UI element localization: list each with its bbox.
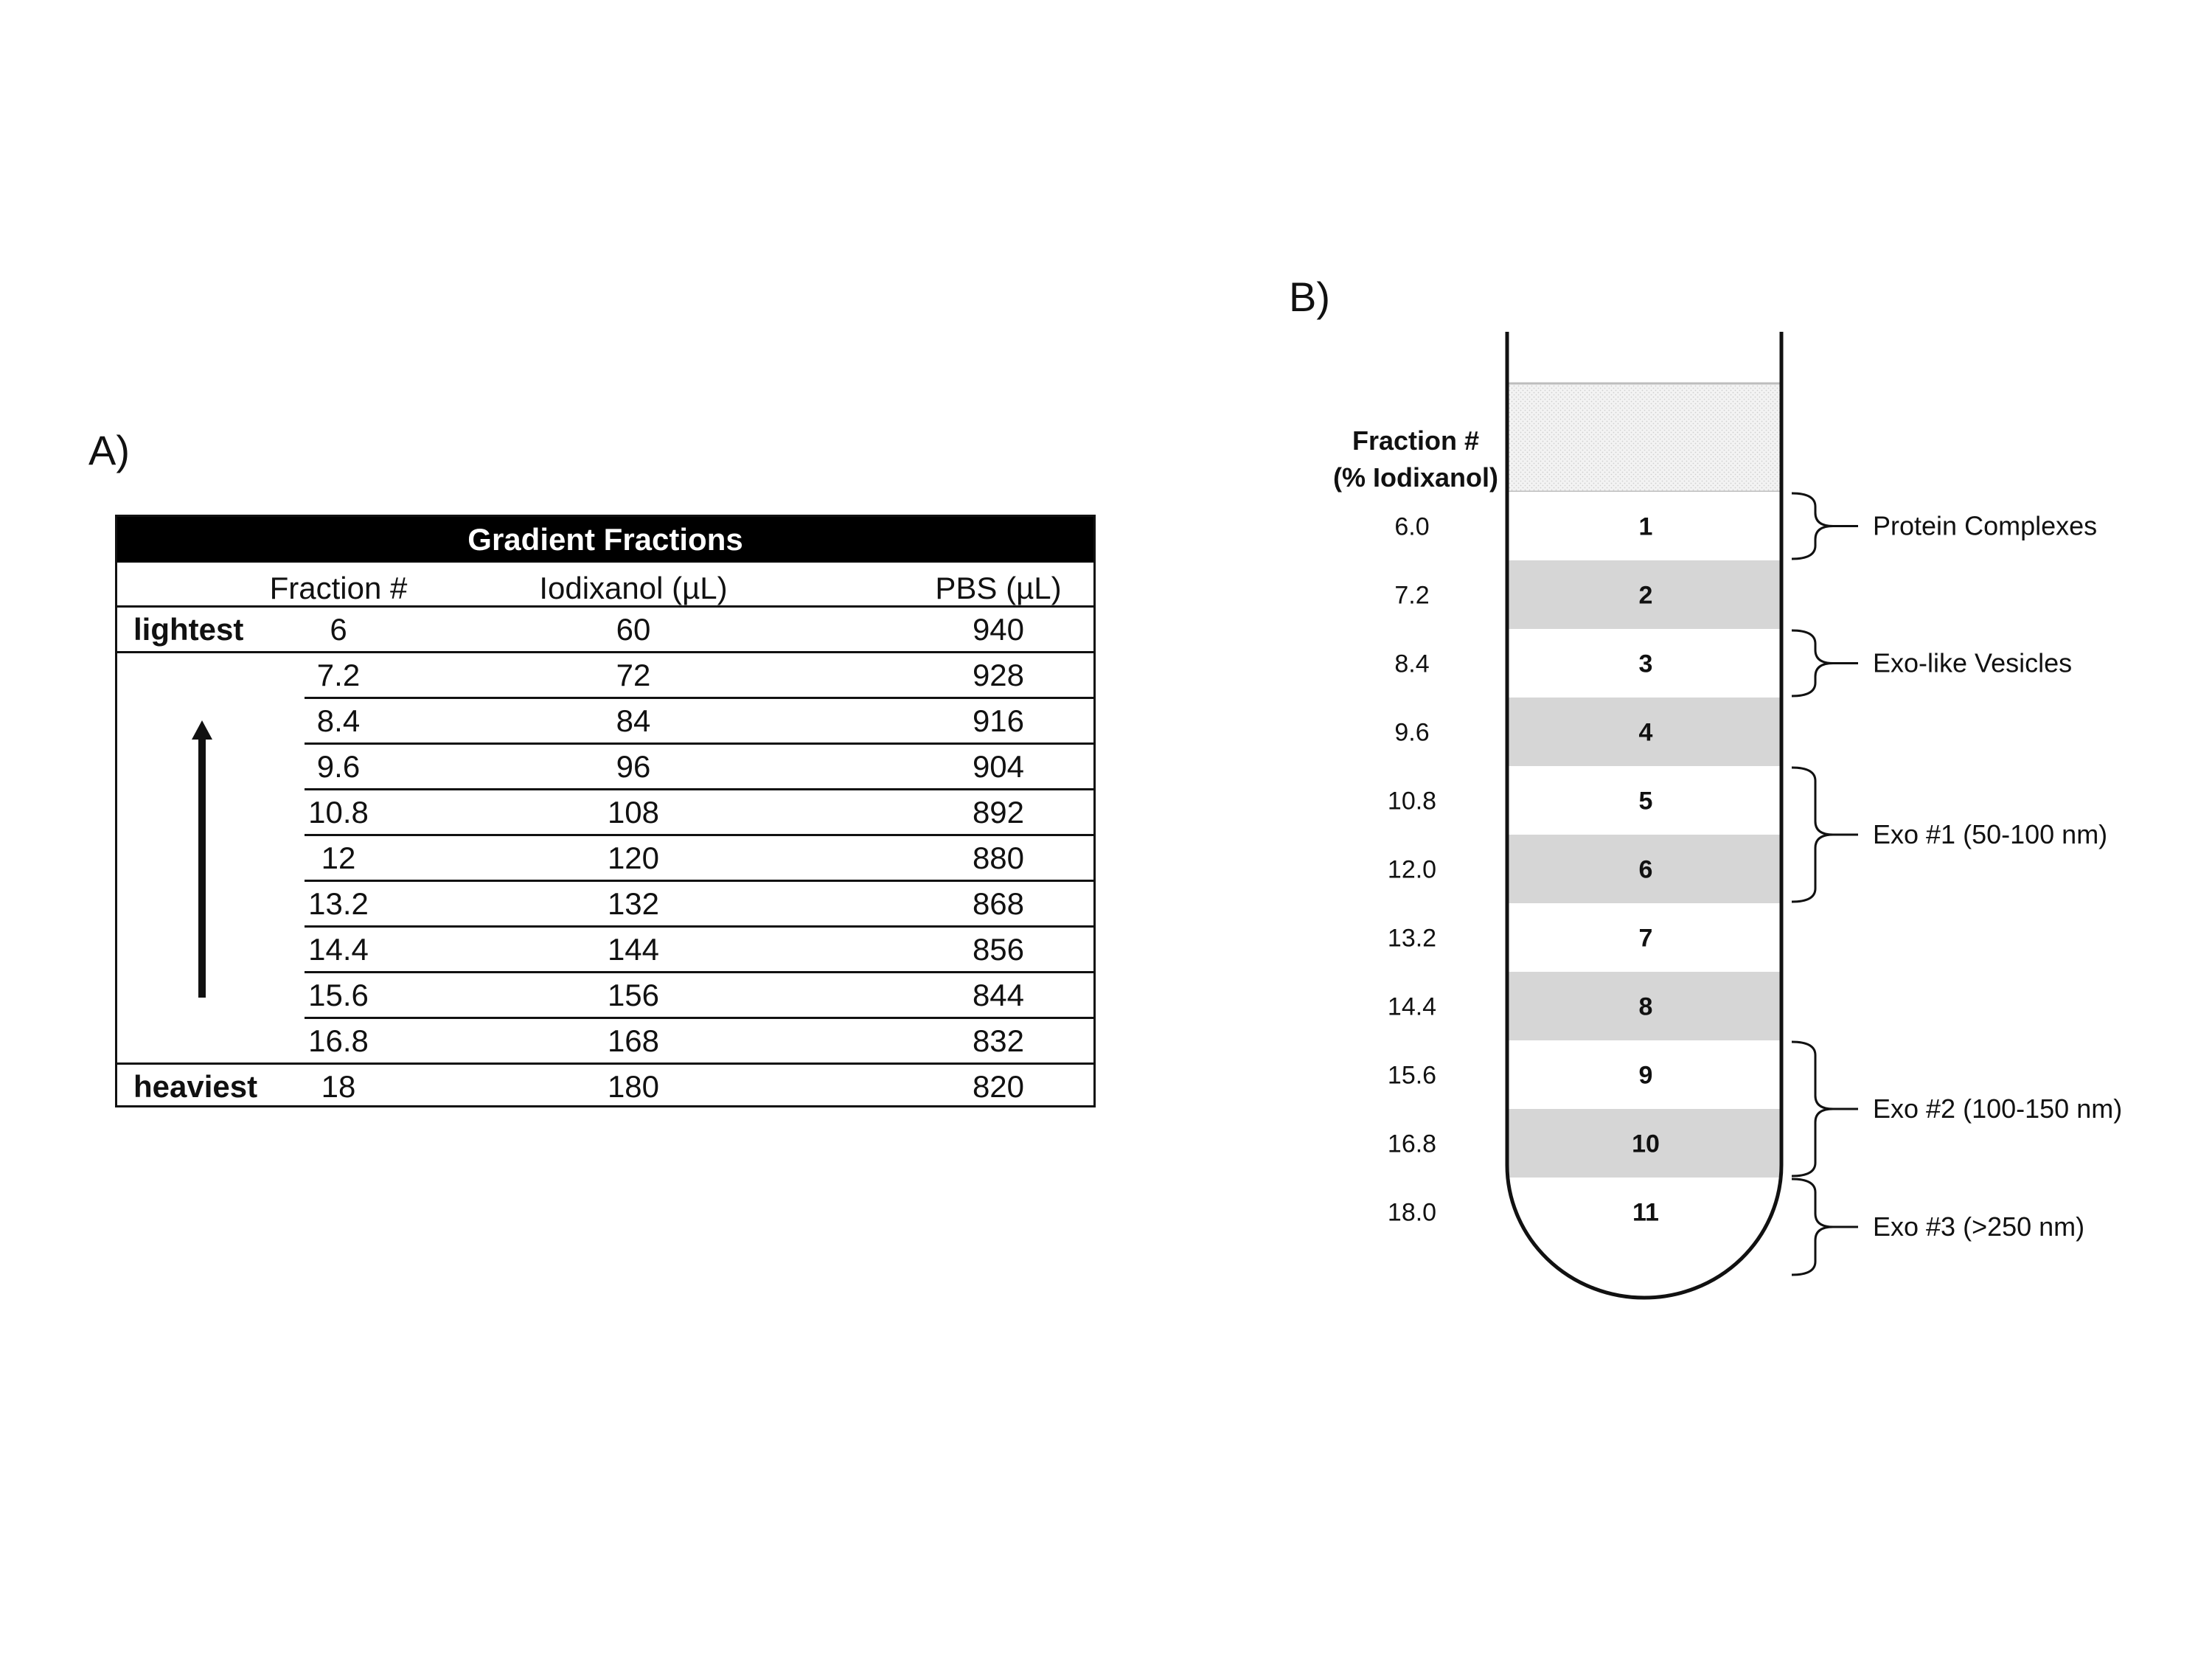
- table-cell-fraction: 13.2: [308, 886, 369, 921]
- table-cell-iodixanol: 132: [607, 886, 660, 921]
- group-label: Protein Complexes: [1873, 510, 2098, 541]
- table-cell-pbs: 904: [972, 749, 1025, 784]
- group-label: Exo #2 (100-150 nm): [1873, 1093, 2123, 1124]
- table-cell-iodixanol: 84: [616, 703, 651, 738]
- table-cell-iodixanol: 156: [607, 978, 660, 1012]
- table-cell-iodixanol: 180: [607, 1069, 660, 1104]
- fraction-header-line1: Fraction #: [1352, 425, 1480, 456]
- table-cell-fraction: 15.6: [308, 978, 369, 1012]
- table-cell-pbs: 844: [972, 978, 1025, 1012]
- fraction-header-line2: (% Iodixanol): [1333, 462, 1498, 493]
- table-cell-fraction: 6: [330, 612, 347, 647]
- column-header-pbs: PBS (µL): [935, 571, 1062, 605]
- column-header-iodixanol: Iodixanol (µL): [539, 571, 728, 605]
- table-cell-fraction: 8.4: [316, 703, 361, 738]
- table-cell-fraction: 18: [321, 1069, 356, 1104]
- table-cell-iodixanol: 168: [607, 1023, 660, 1058]
- band-number: 11: [1632, 1198, 1659, 1227]
- band-number: 7: [1638, 924, 1653, 953]
- table-cell-iodixanol: 108: [607, 795, 660, 830]
- table-cell-pbs: 832: [972, 1023, 1025, 1058]
- table-cell-pbs: 868: [972, 886, 1025, 921]
- band-percent: 13.2: [1387, 924, 1437, 953]
- band-number: 5: [1638, 787, 1653, 815]
- table-cell-fraction: 10.8: [308, 795, 369, 830]
- row-label-lightest: lightest: [133, 612, 244, 647]
- group-bracket: [1792, 1179, 1833, 1275]
- table-cell-iodixanol: 72: [616, 658, 651, 692]
- column-header-fraction: Fraction #: [269, 571, 408, 605]
- table-cell-pbs: 856: [972, 932, 1025, 967]
- table-cell-fraction: 9.6: [316, 749, 361, 784]
- panel-b-label: B): [1289, 274, 1330, 320]
- table-cell-pbs: 880: [972, 841, 1025, 875]
- band-percent: 9.6: [1394, 718, 1430, 747]
- group-bracket: [1792, 1042, 1833, 1176]
- table-cell-fraction: 14.4: [308, 932, 369, 967]
- band-number: 8: [1638, 992, 1653, 1021]
- band-percent: 15.6: [1387, 1061, 1437, 1090]
- table-cell-fraction: 12: [321, 841, 356, 875]
- group-label: Exo-like Vesicles: [1873, 647, 2073, 678]
- table-cell-pbs: 892: [972, 795, 1025, 830]
- table-cell-pbs: 916: [972, 703, 1025, 738]
- table-cell-pbs: 820: [972, 1069, 1025, 1104]
- band-percent: 12.0: [1387, 855, 1437, 884]
- band-percent: 10.8: [1387, 787, 1437, 815]
- group-bracket: [1792, 493, 1833, 559]
- table-cell-pbs: 928: [972, 658, 1025, 692]
- band-percent: 16.8: [1387, 1130, 1437, 1158]
- band-number: 4: [1638, 718, 1653, 747]
- panel-a-label: A): [88, 427, 130, 473]
- table-cell-iodixanol: 120: [607, 841, 660, 875]
- group-label: Exo #3 (>250 nm): [1873, 1211, 2085, 1242]
- table-cell-iodixanol: 96: [616, 749, 651, 784]
- group-bracket: [1792, 768, 1833, 902]
- group-label: Exo #1 (50-100 nm): [1873, 819, 2108, 849]
- band-percent: 6.0: [1394, 512, 1430, 541]
- table-title: Gradient Fractions: [117, 517, 1093, 563]
- table-cell-pbs: 940: [972, 612, 1025, 647]
- band-percent: 14.4: [1387, 992, 1437, 1021]
- band-number: 10: [1632, 1130, 1660, 1158]
- band-number: 9: [1638, 1061, 1653, 1090]
- table-cell-fraction: 7.2: [316, 658, 361, 692]
- table-cell-iodixanol: 60: [616, 612, 651, 647]
- band-number: 6: [1638, 855, 1653, 884]
- band-number: 1: [1638, 512, 1653, 541]
- band-number: 3: [1638, 650, 1653, 678]
- table-cell-iodixanol: 144: [607, 932, 660, 967]
- band-number: 2: [1638, 581, 1653, 610]
- row-label-heaviest: heaviest: [133, 1069, 258, 1104]
- table-cell-fraction: 16.8: [308, 1023, 369, 1058]
- band-percent: 7.2: [1394, 581, 1430, 610]
- top-sample-layer: [1507, 383, 1781, 492]
- band-percent: 8.4: [1394, 650, 1430, 678]
- band-percent: 18.0: [1387, 1198, 1437, 1227]
- group-bracket: [1792, 630, 1833, 696]
